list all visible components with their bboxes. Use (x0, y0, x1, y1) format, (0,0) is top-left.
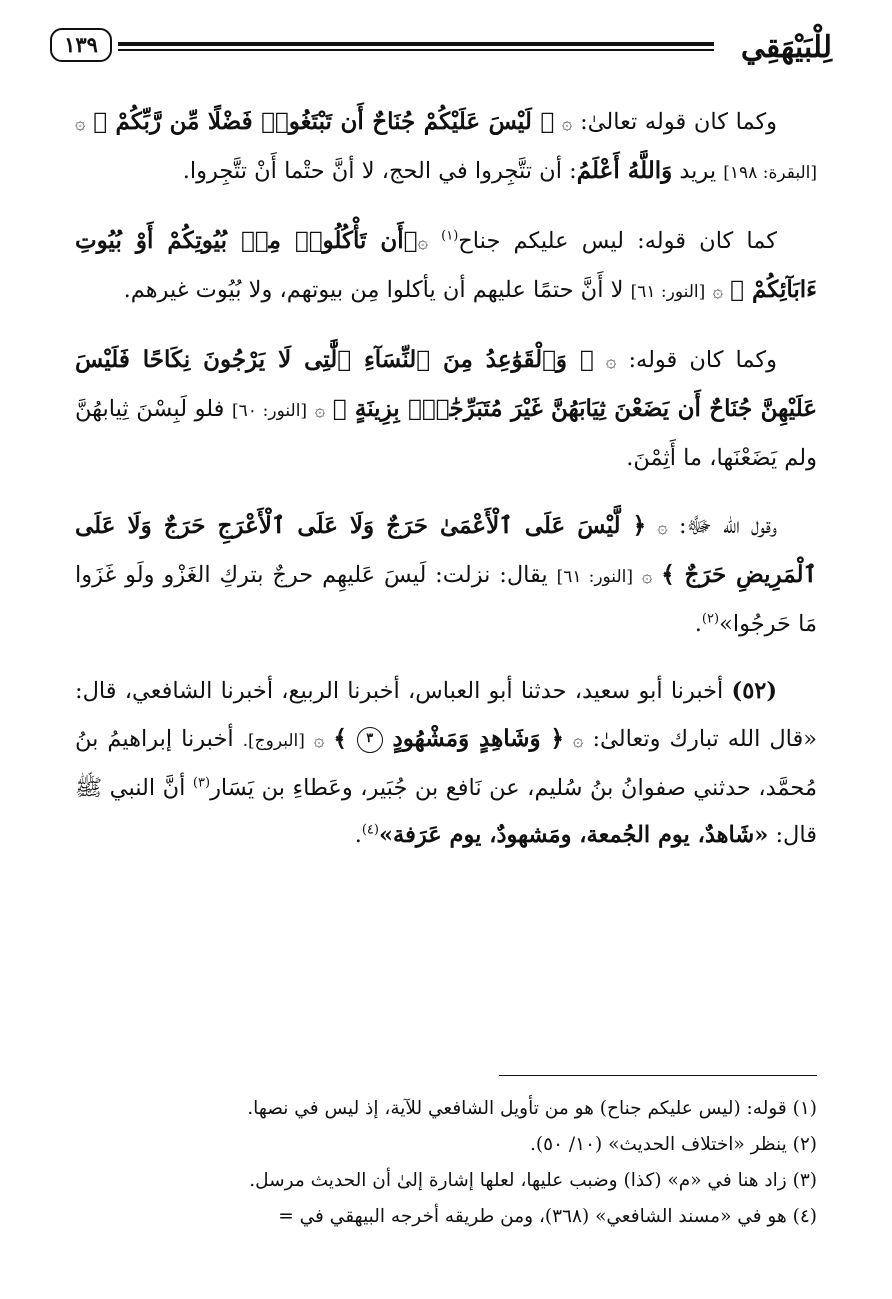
paragraph-4 (75, 502, 817, 648)
footnote-1: (١) قوله: (ليس عليكم جناح) هو من تأويل الشافعي للآية، إذ ليس في نصها. (247, 1098, 817, 1119)
quran-phrase: وَاللَّهُ أَعْلَمُ (576, 157, 673, 184)
running-title: لِلْبَيْهَقِي (740, 30, 832, 65)
quran-verse: ﴿ وَٱلْقَوَٰعِدُ مِنَ ٱلنِّسَآءِ ٱلَّٰتِى لَا يَرْجُونَ نِكَاحًا فَلَيْسَ عَلَيْهِنَّ جُنَاحٌ أَن يَضَعْنَ ثِيَابَهُنَّ غَيْرَ مُتَبَرِّجَٰتٍۭ بِزِينَةٍ ﴾ (75, 346, 818, 422)
verse-reference: [النور: ٦٠] (231, 401, 308, 421)
footnote-separator (499, 1075, 817, 1076)
ornament-icon: ۞ (561, 113, 573, 134)
paragraph-text: أنَّ النبي ﷺ قال: (75, 775, 817, 848)
paragraph-text: لا أَنَّ حتمًا عليهم أن يأكلوا مِن بيوتهم، ولا بُيُوت غيرهم. (123, 277, 624, 303)
ayah-number: ٣ (357, 727, 383, 753)
ornament-icon: ۞ (313, 730, 325, 751)
hadith-number: (٥٢) (731, 678, 778, 704)
ornament-icon: ۞ (712, 281, 723, 302)
page-number: ١٣٩ (50, 28, 112, 62)
paragraph-intro: كما كان قوله: ليس عليكم جناح (458, 228, 777, 254)
paragraph-2 (75, 217, 817, 316)
ornament-icon: ۞ (605, 351, 617, 372)
header-rule (118, 42, 714, 46)
paragraph-text: يقال: نزلت: لَيسَ عَليهِم حرجٌ بتركِ الغَزْو ولَو غَزَوا مَا حَرجُوا» (75, 562, 817, 637)
verse-reference: [النور: ٦١] (556, 567, 633, 587)
paragraph-text: أخبرنا أبو سعيد، حدثنا أبو العباس، أخبرنا الربيع، أخبرنا الشافعي، قال: «قال الله تبارك وتعالىٰ: (75, 678, 818, 752)
ornament-icon: ۞ (657, 517, 668, 538)
footnote-ref: (١) (441, 228, 459, 244)
quran-verse: ﴿ لَّيْسَ عَلَى ٱلْأَعْمَىٰ حَرَجٌ وَلَا عَلَى ٱلْأَعْرَجِ حَرَجٌ وَلَا عَلَى ٱلْمَرِيضِ حَرَجٌ ﴾ (75, 512, 818, 588)
paragraph-5 (75, 668, 817, 859)
verse-reference: [البروج]. (242, 731, 305, 751)
footnotes (75, 1092, 817, 1236)
paragraph-3 (75, 336, 817, 482)
paragraph-text: : أن تتَّجِروا في الحج، لا أنَّ حتْما أَنْ تتَّجِروا. (182, 158, 577, 184)
quran-verse: ﴿ وَشَاهِدٍ وَمَشْهُودٍ ٣ ﴾ (333, 725, 564, 752)
ornament-icon: ۞ (75, 113, 86, 134)
ornament-icon: ۞ (641, 566, 653, 587)
ornament-icon: ۞ (417, 232, 428, 253)
footnote-ref: (٣) (192, 775, 211, 791)
page-header (50, 28, 832, 68)
header-rule-thin (118, 49, 714, 51)
paragraph-text: يريد (679, 158, 717, 184)
verse-reference: [البقرة: ١٩٨] (723, 163, 817, 183)
quran-verse: ﴿أَن تَأْكُلُوا۟ مِنۢ بُيُوتِكُمْ أَوْ بُيُوتِ ءَابَآئِكُمْ ﴾ (75, 227, 817, 303)
paragraph-end: . (354, 822, 362, 848)
ornament-icon: ۞ (314, 400, 326, 421)
footnote-4: (٤) هو في «مسند الشافعي» (٣٦٨)، ومن طريقه أخرجه البيهقي في = (278, 1206, 817, 1227)
ornament-icon: ۞ (572, 730, 584, 751)
footnote-3: (٣) زاد هنا في «م» (كذا) وضبب عليها، لعلها إشارة إلىٰ أن الحديث مرسل. (249, 1170, 817, 1191)
verse-reference: [النور: ٦١] (630, 282, 706, 302)
paragraph-text: أخبرنا إبراهيمُ بنُ مُحمَّد، حدثني صفوانُ بنُ سُليم، عن نَافع بن جُبَير، وعَطاءِ بن يَسَار (75, 726, 817, 801)
main-text (75, 98, 817, 879)
paragraph-intro: وقول الله ﷻ: (678, 513, 778, 539)
paragraph-intro: وكما كان قوله تعالىٰ: (580, 109, 778, 135)
hadith-text: «شَاهدٌ، يوم الجُمعة، ومَشهودٌ، يوم عَرَفة» (378, 822, 769, 848)
paragraph-1 (75, 98, 817, 197)
paragraph-intro: وكما كان قوله: (628, 347, 777, 373)
paragraph-end: . (694, 611, 702, 637)
footnote-2: (٢) ينظر «اختلاف الحديث» (١٠/ ٥٠). (530, 1134, 817, 1155)
footnote-ref: (٤) (361, 822, 379, 838)
paragraph-text: فلو لَبِسْنَ ثِيابهُنَّ ولم يَضَعْنَها، ما أَثِمْنَ. (75, 396, 817, 471)
footnote-ref: (٢) (701, 611, 720, 627)
quran-verse: ﴿ لَيْسَ عَلَيْكُمْ جُنَاحٌ أَن تَبْتَغُوا۟ فَضْلًا مِّن رَّبِّكُمْ ﴾ (93, 108, 555, 135)
